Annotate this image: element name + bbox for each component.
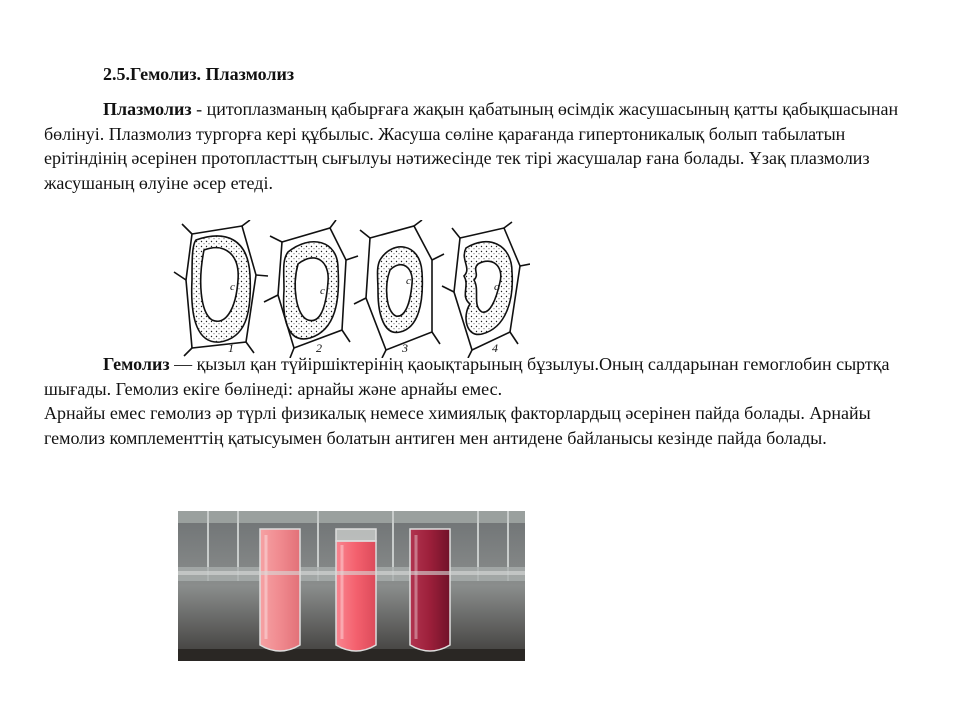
section-title: 2.5.Гемолиз. Плазмолиз [103, 64, 295, 84]
test-tubes-photo [178, 511, 525, 661]
cell-4-c-label: с [494, 281, 499, 293]
cell-1 [174, 220, 268, 356]
cell-3-c-label: с [406, 275, 411, 287]
plasmolysis-term: Плазмолиз [103, 99, 192, 119]
plasmolysis-text: - цитоплазманың қабырғаға жақын қабатының өсімдік жасушасының қатты қабықшасынан бөлінуі. Плазмолиз тургорға кері құбылыс. Жасуша сөліне қарағанда гипертоникалық болып табылатын ерітіндінің әсерінен протопласттың сығылуы нәтижесінде тек тірі жасушалар ғана болады. Ұзақ плазмолиз жасушаның өлуіне әсер етеді. [44, 99, 899, 193]
figure-label-4: 4 [492, 341, 498, 355]
hemolysis-paragraph-2: Арнайы емес гемолиз әр түрлі физикалық немесе химиялық факторлардыц әсерінен пайда болады. Арнайы гемолиз комплементтің қатысуымен болатын антиген мен антидене байланысы кезінде пайда болады. [44, 403, 871, 448]
cell-2-c-label: с [320, 285, 325, 297]
plasmolysis-figure [170, 220, 530, 358]
hemolysis-term: Гемолиз [103, 354, 170, 374]
figure-label-1: 1 [228, 341, 234, 355]
cell-3 [354, 220, 444, 358]
cell-2 [264, 220, 358, 358]
figure-label-2: 2 [316, 341, 322, 355]
cell-1-c-label: с [230, 281, 235, 293]
hemolysis-text: — қызыл қан түйіршіктерінің қаоықтарының бұзылуы.Оның салдарынан гемоглобин сыртқа шығады. Гемолиз екіге бөлінеді: арнайы және арнайы емес. [44, 354, 890, 399]
figure-label-3: 3 [402, 341, 408, 355]
plasmolysis-paragraph [44, 97, 924, 195]
hemolysis-paragraph [44, 352, 924, 401]
cell-4 [442, 222, 530, 358]
